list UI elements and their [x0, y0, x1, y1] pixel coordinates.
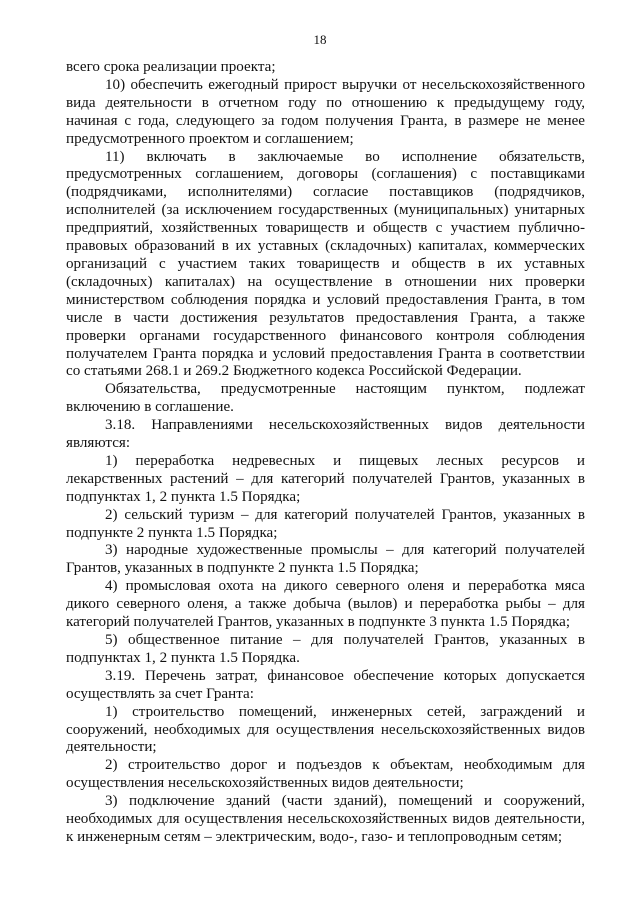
paragraph-3-18-item-2: 2) сельский туризм – для категорий получателей Грантов, указанных в подпункте 2 пункта 1.5 Порядка;	[66, 506, 585, 541]
page-number: 18	[313, 32, 327, 47]
paragraph-obligations: Обязательства, предусмотренные настоящим пунктом, подлежат включению в соглашение.	[66, 381, 585, 416]
paragraph-project-term: всего срока реализации проекта;	[66, 59, 276, 75]
paragraph-3-18-item-4: 4) промысловая охота на дикого северного оленя и переработка мяса дикого северного оленя, а также добыча (вылов) и переработка рыбы – для категорий получателей Грантов, указанных в подпункте 3 пункта 1.5 Порядка;	[66, 578, 585, 631]
paragraph-item-11: 11) включать в заключаемые во исполнение обязательств, предусмотренных соглашением, договоры (соглашения) с поставщиками (подрядчиками, исполнителями) согласие поставщиков (подрядчиков, исполнителей (за исключением государственных (муниципальных) унитарных предприятий, хозяйственных товариществ и обществ с участием публично-правовых образований в их уставных (складочных) капиталах, коммерческих организаций с участием таких товариществ и обществ в их уставных (складочных) капиталах) на осуществление в отношении них проверки министерством соблюдения порядка и условий предоставления Гранта, в том числе в части достижения результатов предоставления Гранта, а также проверки органами государственного финансового контроля соблюдения получателем Гранта порядка и условий предоставления Гранта в соответствии со статьями 268.1 и 269.2 Бюджетного кодекса Российской Федерации.	[66, 148, 585, 380]
paragraph-3-18-item-3: 3) народные художественные промыслы – для категорий получателей Грантов, указанных в подпункте 2 пункта 1.5 Порядка;	[66, 542, 585, 577]
paragraph-3-19-item-1: 1) строительство помещений, инженерных сетей, заграждений и сооружений, необходимых для осуществления несельскохозяйственных видов деятельности;	[66, 703, 585, 756]
paragraph-3-19: 3.19. Перечень затрат, финансовое обеспечение которых допускается осуществлять за счет Гранта:	[66, 667, 585, 702]
paragraph-3-18: 3.18. Направлениями несельскохозяйственных видов деятельности являются:	[66, 417, 585, 452]
document-body	[66, 59, 585, 847]
paragraph-3-18-item-5: 5) общественное питание – для получателей Грантов, указанных в подпунктах 1, 2 пункта 1.5 Порядка.	[66, 632, 585, 666]
paragraph-3-19-item-2: 2) строительство дорог и подъездов к объектам, необходимым для осуществления несельскохозяйственных видов деятельности;	[66, 757, 585, 792]
paragraph-3-18-item-1: 1) переработка недревесных и пищевых лесных ресурсов и лекарственных растений – для категорий получателей Грантов, указанных в подпунктах 1, 2 пункта 1.5 Порядка;	[66, 452, 585, 505]
paragraph-item-10: 10) обеспечить ежегодный прирост выручки от несельскохозяйственного вида деятельности в отчетном году по отношению к предыдущему году, начиная с года, следующего за годом получения Гранта, в размере не менее предусмотренного проектом и соглашением;	[66, 76, 585, 147]
paragraph-3-19-item-3: 3) подключение зданий (части зданий), помещений и сооружений, необходимых для осуществления несельскохозяйственных видов деятельности, к инженерным сетям – электрическим, водо-, газо- и теплопроводным сетям;	[66, 793, 585, 845]
